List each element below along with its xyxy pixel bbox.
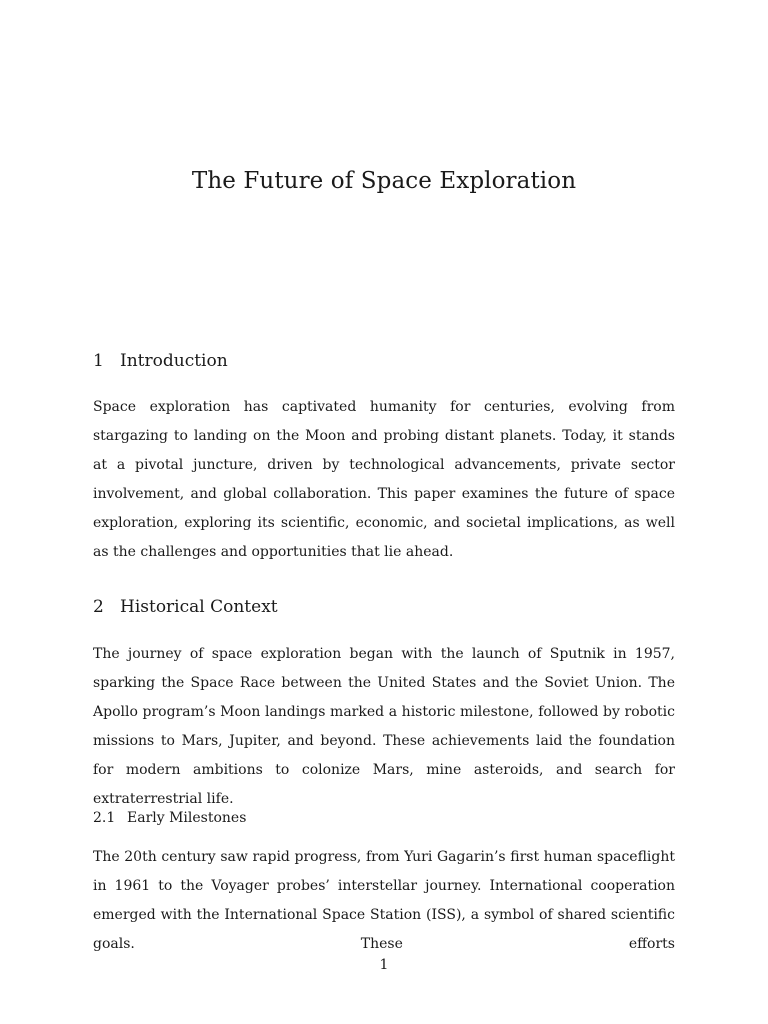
subsection-title: Early Milestones bbox=[127, 810, 247, 826]
introduction-paragraph: Space exploration has captivated humanity for centuries, evolving from stargazing to landing on the Moon and probing distant planets. Today, it stands at a pivotal juncture, driven by technological advancements, private sector involvement, and global collaboration. This paper examines the future of space exploration, exploring its scientific, economic, and societal implications, as well as the challenges and opportunities that lie ahead. bbox=[93, 399, 675, 560]
early-milestones-paragraph: The 20th century saw rapid progress, from Yuri Gagarin’s first human spaceflight in 1961 to the Voyager probes’ interstellar journey. International cooperation emerged with the International Space Station (ISS), a symbol of shared scientific goals. These efforts bbox=[93, 849, 675, 952]
section-title: Historical Context bbox=[120, 597, 278, 617]
section-heading-introduction bbox=[93, 351, 228, 371]
section-number: 1 bbox=[93, 351, 104, 371]
section-number: 2 bbox=[93, 597, 104, 617]
section-heading-historical-context bbox=[93, 597, 278, 617]
page-number: 1 bbox=[379, 957, 389, 973]
historical-context-paragraph: The journey of space exploration began with the launch of Sputnik in 1957, sparking the Space Race between the United States and the Soviet Union. The Apollo program’s Moon landings marked a historic milestone, followed by robotic missions to Mars, Jupiter, and beyond. These achievements laid the foundation for modern ambitions to colonize Mars, mine asteroids, and search for extraterrestrial life. bbox=[93, 646, 675, 807]
subsection-number: 2.1 bbox=[93, 810, 116, 826]
subsection-heading-early-milestones bbox=[93, 810, 246, 826]
section-title: Introduction bbox=[120, 351, 228, 371]
document-title: The Future of Space Exploration bbox=[191, 168, 577, 194]
